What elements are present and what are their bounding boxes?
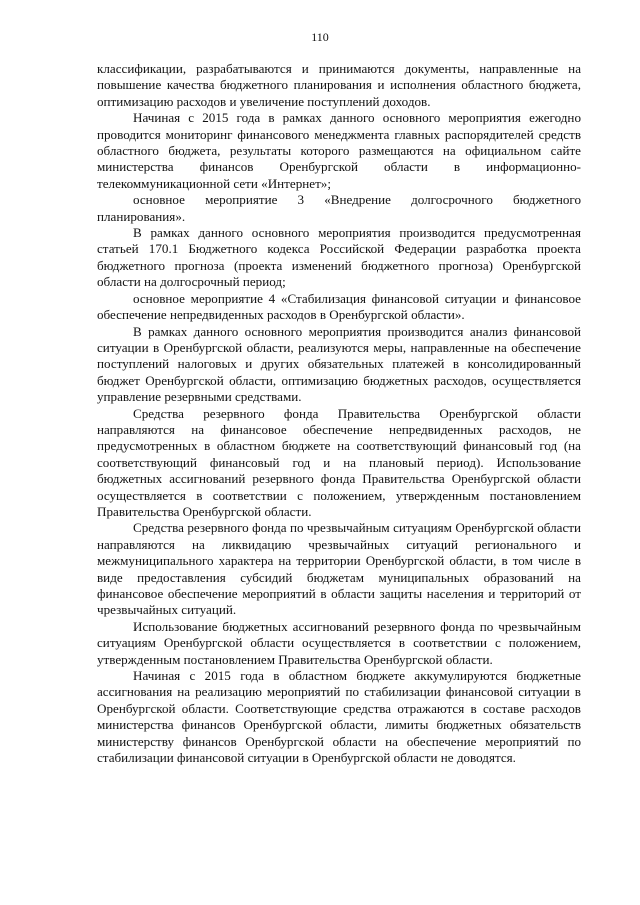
- paragraph: В рамках данного основного мероприятия производится предусмотренная статьей 170.1 Бюджетного кодекса Российской Федерации разработка проекта бюджетного прогноза (проекта изменений бюджетного прогноза) Оренбургской области на долгосрочный период;: [97, 225, 581, 290]
- paragraph: Начиная с 2015 года в рамках данного основного мероприятия ежегодно проводится мониторинг финансового менеджмента главных распорядителей средств областного бюджета, результаты которого размещаются на официальном сайте министерства финансов Оренбургской области в информационно-телекоммуникационной сети «Интернет»;: [97, 110, 581, 191]
- paragraph: Использование бюджетных ассигнований резервного фонда по чрезвычайным ситуациям Оренбургской области осуществляется в соответствии с положением, утвержденным постановлением Правительства Оренбургской области.: [97, 618, 581, 667]
- paragraph: основное мероприятие 4 «Стабилизация финансовой ситуации и финансовое обеспечение непредвиденных расходов в Оренбургской области».: [97, 290, 581, 323]
- page-number: 110: [311, 30, 329, 44]
- paragraph-continuation: классификации, разрабатываются и принимаются документы, направленные на повышение качества бюджетного планирования и исполнения областного бюджета, оптимизацию расходов и увеличение поступлений доходов.: [97, 61, 581, 109]
- paragraph: В рамках данного основного мероприятия производится анализ финансовой ситуации в Оренбургской области, реализуются меры, направленные на обеспечение поступлений налоговых и других обязательных платежей в консолидированный бюджет Оренбургской области, оптимизацию бюджетных расходов, осуществляется управление резервными средствами.: [97, 323, 581, 405]
- paragraph: Начиная с 2015 года в областном бюджете аккумулируются бюджетные ассигнования на реализацию мероприятий по стабилизации финансовой ситуации в Оренбургской области. Соответствующие средства отражаются в составе расходов министерства финансов Оренбургской области, лимиты бюджетных обязательств министерству финансов Оренбургской области на обеспечение мероприятий по стабилизации финансовой ситуации в Оренбургской области не доводятся.: [97, 668, 581, 766]
- paragraph: Средства резервного фонда Правительства Оренбургской области направляются на финансовое обеспечение непредвиденных расходов, не предусмотренных в областном бюджете на соответствующий финансовый год (на соответствующий финансовый год и на плановый период). Использование бюджетных ассигнований резервного фонда Правительства Оренбургской области осуществляется в соответствии с положением, утвержденным постановлением Правительства Оренбургской области.: [97, 405, 581, 519]
- document-body: [97, 61, 581, 766]
- paragraph: Средства резервного фонда по чрезвычайным ситуациям Оренбургской области направляются на ликвидацию чрезвычайных ситуаций регионального и межмуниципального характера на территории Оренбургской области, в том числе в виде предоставления субсидий бюджетам муниципальных образований на финансовое обеспечение мероприятий в области защиты населения и территорий от чрезвычайных ситуаций.: [97, 520, 581, 618]
- paragraph: основное мероприятие 3 «Внедрение долгосрочного бюджетного планирования».: [97, 192, 581, 224]
